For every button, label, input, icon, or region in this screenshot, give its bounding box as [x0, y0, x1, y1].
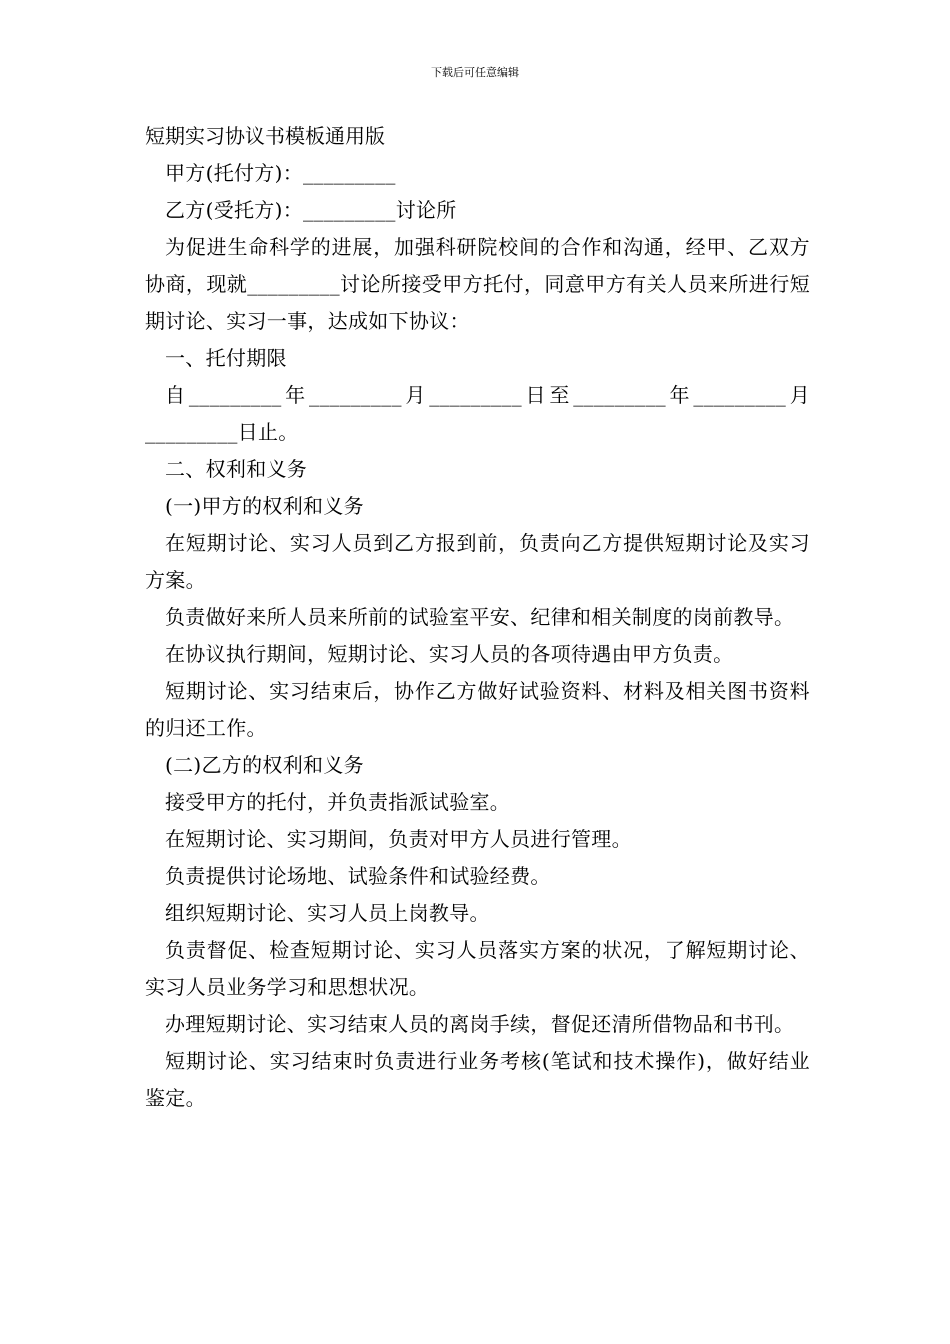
document-body	[145, 117, 810, 1117]
party-b-clause: 负责督促、检查短期讨论、实习人员落实方案的状况，了解短期讨论、实习人员业务学习和思想状况。	[145, 938, 810, 999]
preamble-paragraph: 为促进生命科学的进展，加强科研院校间的合作和沟通，经甲、乙双方协商，现就_________讨论所接受甲方托付，同意甲方有关人员来所进行短期讨论、实习一事，达成如下协议：	[145, 235, 810, 333]
term-period-paragraph: 自_________年_________月_________日至_________年_________月_________日止。	[145, 383, 810, 444]
subsection-heading-party-a: (一)甲方的权利和义务	[165, 494, 364, 518]
party-b-clause: 负责提供讨论场地、试验条件和试验经费。	[165, 864, 551, 888]
header-note: 下载后可任意编辑	[431, 66, 519, 79]
party-a-clause: 短期讨论、实习结束后，协作乙方做好试验资料、材料及相关图书资料的归还工作。	[145, 679, 810, 740]
party-a-line: 甲方(托付方)：_________	[165, 161, 396, 185]
party-b-clause: 组织短期讨论、实习人员上岗教导。	[165, 901, 490, 925]
party-a-clause: 在协议执行期间，短期讨论、实习人员的各项待遇由甲方负责。	[165, 642, 734, 666]
party-a-clause: 在短期讨论、实习人员到乙方报到前，负责向乙方提供短期讨论及实习方案。	[145, 531, 810, 592]
party-b-clause: 办理短期讨论、实习结束人员的离岗手续，督促还清所借物品和书刊。	[165, 1012, 795, 1036]
party-b-clause: 在短期讨论、实习期间，负责对甲方人员进行管理。	[165, 827, 632, 851]
document-title: 短期实习协议书模板通用版	[145, 124, 385, 148]
subsection-heading-party-b: (二)乙方的权利和义务	[165, 753, 364, 777]
party-b-clause: 接受甲方的托付，并负责指派试验室。	[165, 790, 511, 814]
section-heading-term: 一、托付期限	[165, 346, 287, 370]
party-b-clause: 短期讨论、实习结束时负责进行业务考核(笔试和技术操作)，做好结业鉴定。	[145, 1049, 810, 1110]
party-b-line: 乙方(受托方)：_________讨论所	[165, 198, 457, 222]
party-a-clause: 负责做好来所人员来所前的试验室平安、纪律和相关制度的岗前教导。	[165, 605, 795, 629]
section-heading-rights: 二、权利和义务	[165, 457, 308, 481]
